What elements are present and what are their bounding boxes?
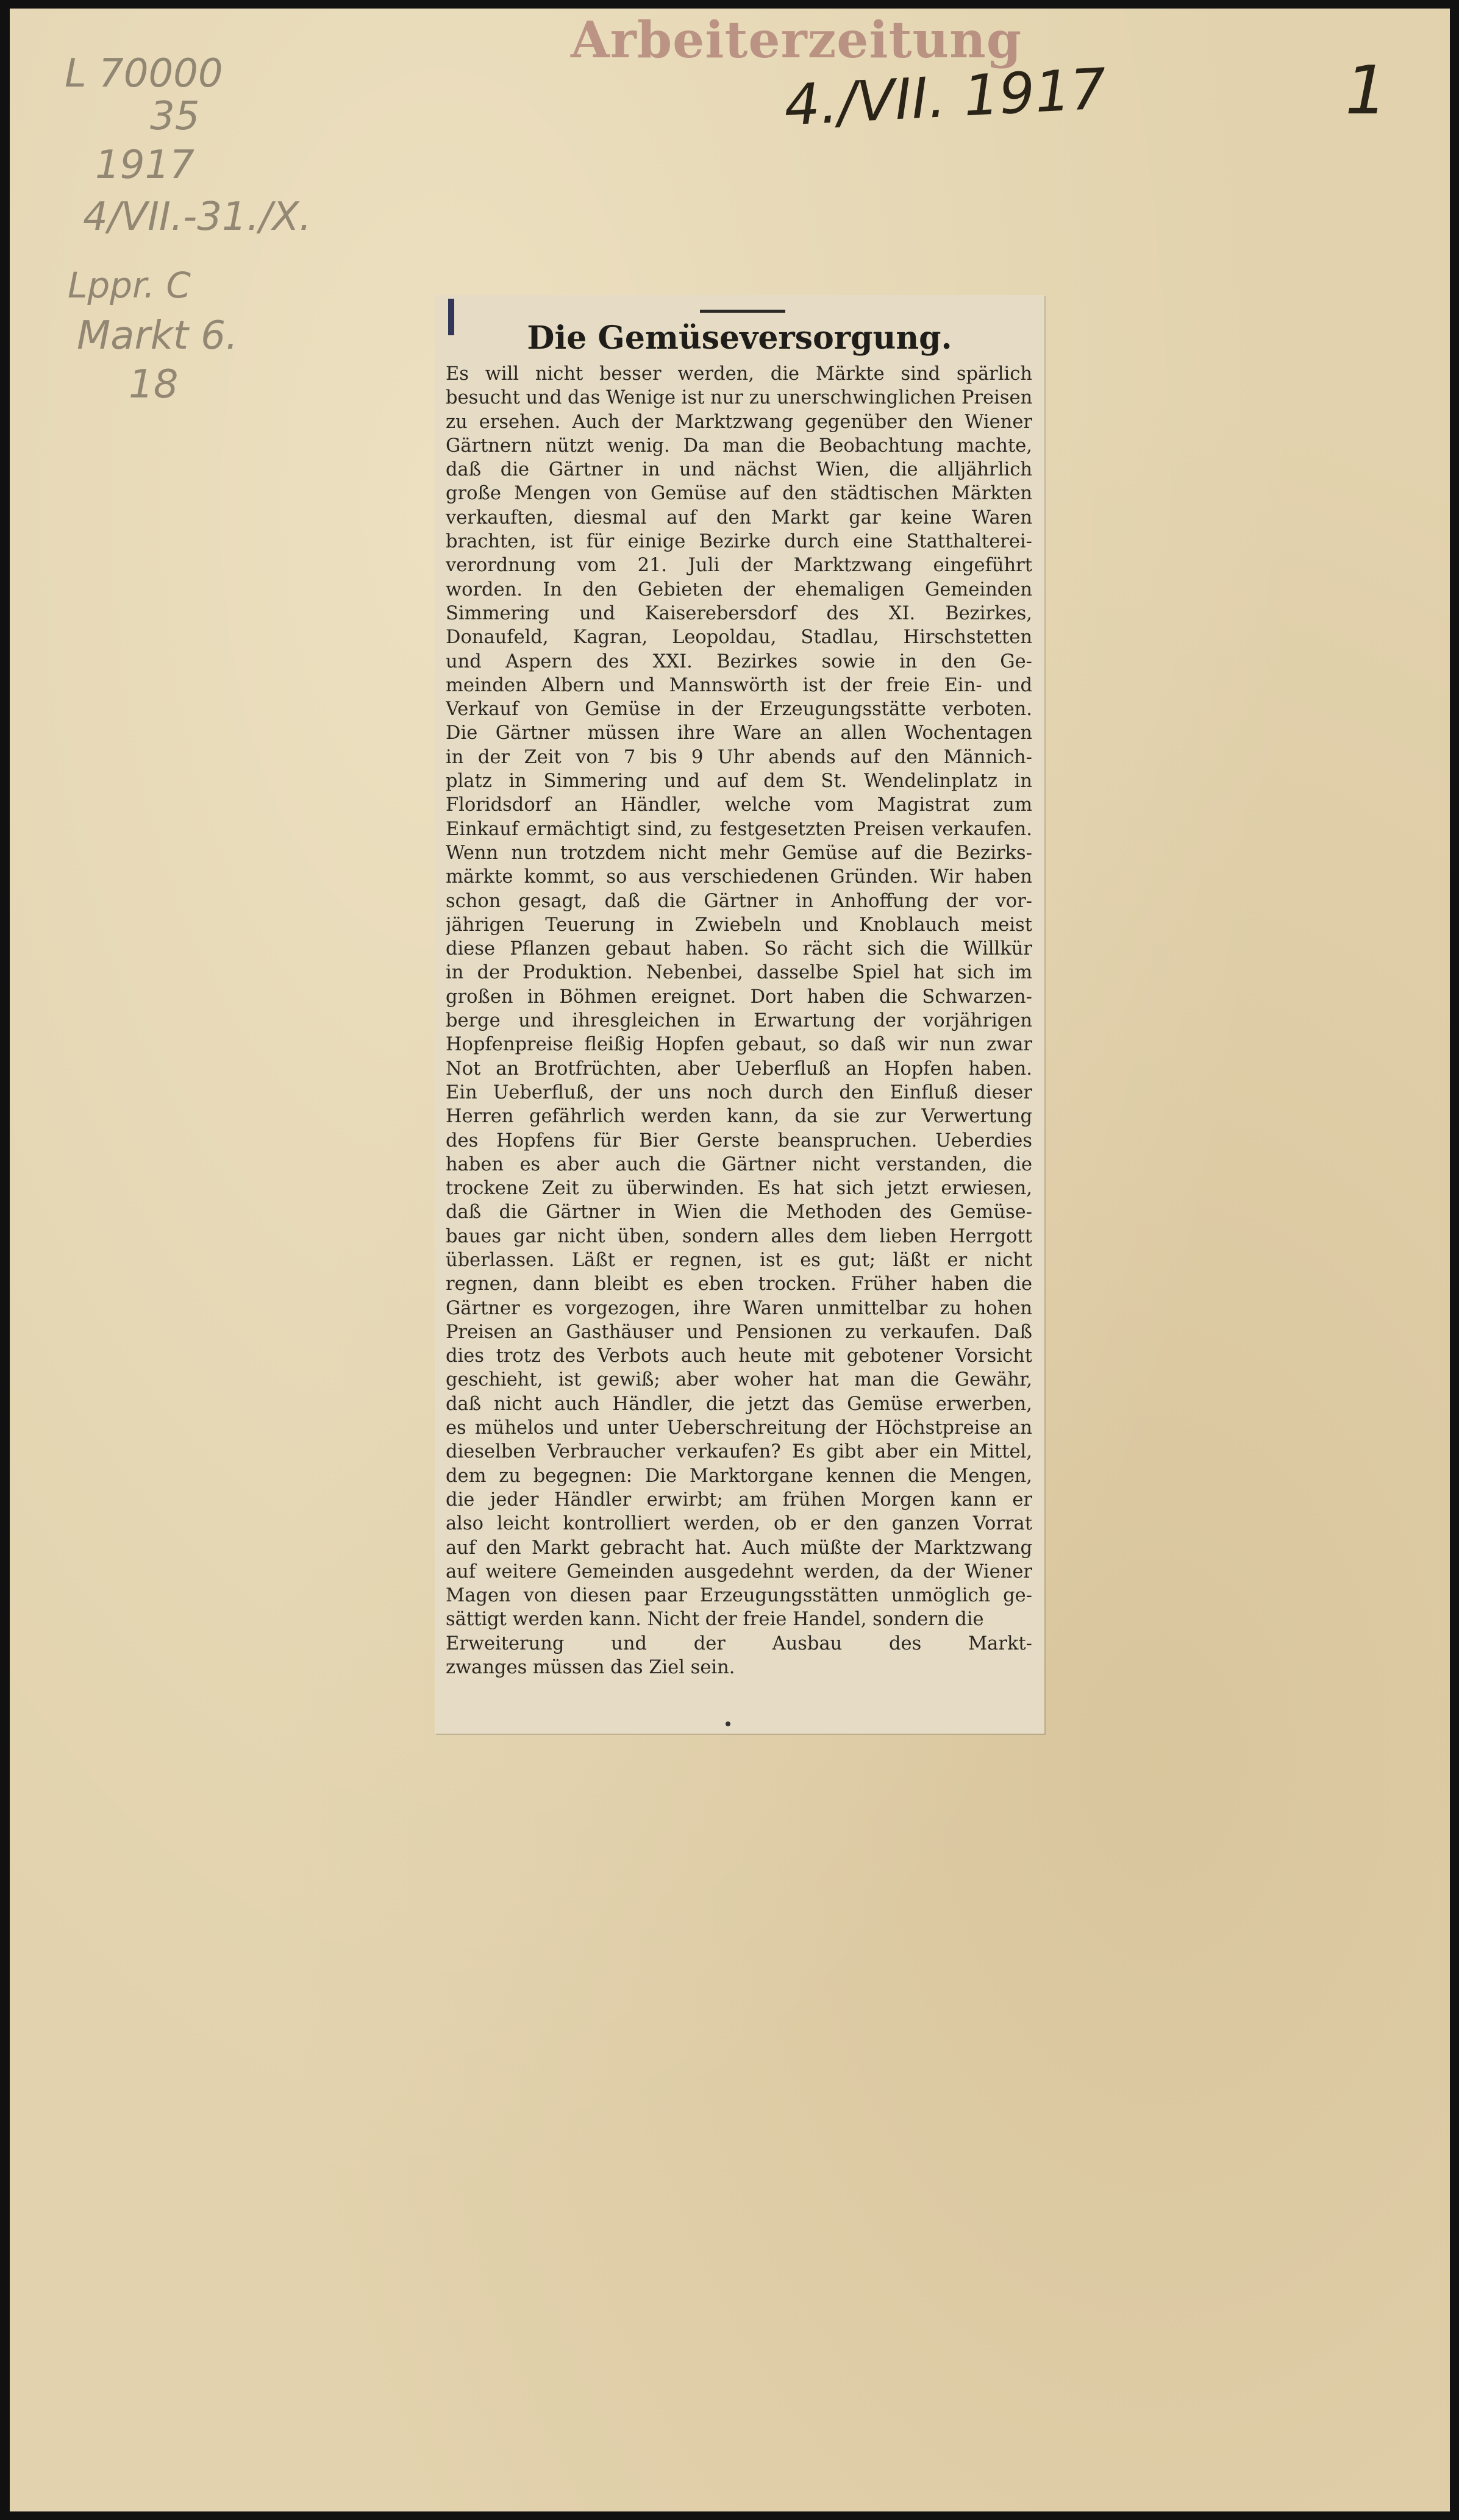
article-line: Herren gefährlich werden kann, da sie zur Verwertung [446, 1106, 1032, 1128]
pencil-note: 1917 [95, 143, 194, 188]
pencil-note: Lppr. C [68, 265, 191, 306]
article-line: jährigen Teuerung in Zwiebeln und Knoblauch meist [446, 914, 1032, 936]
article-line: schon gesagt, daß die Gärtner in Anhoffung der vor- [446, 890, 1032, 912]
article-line: Wenn nun trotzdem nicht mehr Gemüse auf die Bezirks- [446, 842, 1032, 864]
article-line: Preisen an Gasthäuser und Pensionen zu verkaufen. Daß [446, 1321, 1032, 1343]
article-line: überlassen. Läßt er regnen, ist es gut; läßt er nicht [446, 1249, 1032, 1271]
article-line: Hopfenpreise fleißig Hopfen gebaut, so daß wir nun zwar [446, 1034, 1032, 1056]
divider-rule [700, 310, 785, 313]
article-line: große Mengen von Gemüse auf den städtischen Märkten [446, 483, 1032, 505]
article-line: die jeder Händler erwirbt; am frühen Morgen kann er [446, 1489, 1032, 1511]
article-line: berge und ihresgleichen in Erwartung der vorjährigen [446, 1010, 1032, 1032]
article-headline: Die Gemüseversorgung. [527, 319, 952, 357]
article-line: brachten, ist für einige Bezirke durch eine Statthalterei- [446, 531, 1032, 553]
article-line: Die Gärtner müssen ihre Ware an allen Wochentagen [446, 722, 1032, 744]
article-line: haben es aber auch die Gärtner nicht verstanden, die [446, 1153, 1032, 1175]
article-line: meinden Albern und Mannswörth ist der freie Ein- und [446, 674, 1032, 696]
article-line: Gärtnern nützt wenig. Da man die Beobachtung machte, [446, 435, 1032, 457]
article-line: Es will nicht besser werden, die Märkte sind spärlich [446, 363, 1032, 385]
article-line: auf weitere Gemeinden ausgedehnt werden, da der Wiener [446, 1561, 1032, 1582]
article-line: Verkauf von Gemüse in der Erzeugungsstätte verboten. [446, 699, 1032, 721]
article-line: märkte kommt, so aus verschiedenen Gründen. Wir haben [446, 866, 1032, 888]
article-line: geschieht, ist gewiß; aber woher hat man die Gewähr, [446, 1369, 1032, 1391]
article-line: Einkauf ermächtigt sind, zu festgesetzten Preisen verkaufen. [446, 818, 1032, 840]
article-line: großen in Böhmen ereignet. Dort haben die Schwarzen- [446, 986, 1032, 1008]
article-line: daß nicht auch Händler, die jetzt das Gemüse erwerben, [446, 1393, 1032, 1415]
article-line: baues gar nicht üben, sondern alles dem lieben Herrgott [446, 1225, 1032, 1247]
article-line: verkauften, diesmal auf den Markt gar keine Waren [446, 507, 1032, 529]
article-line: des Hopfens für Bier Gerste beanspruchen. Ueberdies [446, 1130, 1032, 1151]
article-line: daß die Gärtner in Wien die Methoden des Gemüse- [446, 1201, 1032, 1223]
article-line: diese Pflanzen gebaut haben. So rächt sich die Willkür [446, 938, 1032, 960]
archive-sheet [10, 9, 1450, 2511]
article-line: es mühelos und unter Ueberschreitung der Höchstpreise an [446, 1417, 1032, 1439]
article-line: also leicht kontrolliert werden, ob er den ganzen Vorrat [446, 1513, 1032, 1535]
article-line: platz in Simmering und auf dem St. Wendelinplatz in [446, 771, 1032, 792]
newspaper-stamp: Arbeiterzeitung [571, 11, 1022, 69]
pencil-note: 18 [129, 362, 179, 407]
article-line: dieselben Verbraucher verkaufen? Es gibt aber ein Mittel, [446, 1441, 1032, 1463]
article-line: dies trotz des Verbots auch heute mit gebotener Vorsicht [446, 1345, 1032, 1367]
pencil-note: 4/VII.-31./X. [83, 194, 312, 240]
article-line: in der Produktion. Nebenbei, dasselbe Spiel hat sich im [446, 962, 1032, 984]
article-line: worden. In den Gebieten der ehemaligen Gemeinden [446, 578, 1032, 600]
article-line: Floridsdorf an Händler, welche vom Magistrat zum [446, 794, 1032, 816]
article-line: und Aspern des XXI. Bezirkes sowie in den Ge- [446, 650, 1032, 672]
article-body [446, 362, 1032, 1679]
article-line: regnen, dann bleibt es eben trocken. Früher haben die [446, 1273, 1032, 1295]
pencil-note: 35 [150, 94, 200, 139]
handwritten-date: 4./VII. 1917 [782, 56, 1108, 138]
pencil-note: Markt 6. [77, 313, 238, 358]
article-line: Ein Ueberfluß, der uns noch durch den Einfluß dieser [446, 1081, 1032, 1103]
article-line: Gärtner es vorgezogen, ihre Waren unmittelbar zu hohen [446, 1297, 1032, 1319]
article-line: verordnung vom 21. Juli der Marktzwang eingeführt [446, 555, 1032, 577]
article-line: zu ersehen. Auch der Marktzwang gegenüber den Wiener [446, 411, 1032, 433]
article-line: Simmering und Kaiserebersdorf des XI. Bezirkes, [446, 602, 1032, 624]
article-line: zwanges müssen das Ziel sein. [446, 1657, 735, 1679]
article-line: daß die Gärtner in und nächst Wien, die alljährlich [446, 459, 1032, 481]
article-line: Not an Brotfrüchten, aber Ueberfluß an Hopfen haben. [446, 1058, 1032, 1080]
article-line: in der Zeit von 7 bis 9 Uhr abends auf den Männich- [446, 746, 1032, 768]
article-line: besucht und das Wenige ist nur zu unerschwinglichen Preisen [446, 387, 1032, 409]
article-line: Donaufeld, Kagran, Leopoldau, Stadlau, Hirschstetten [446, 627, 1032, 649]
article-line: trockene Zeit zu überwinden. Es hat sich jetzt erwiesen, [446, 1178, 1032, 1200]
print-dot [726, 1721, 730, 1726]
article-line: sättigt werden kann. Nicht der freie Handel, sondern die [446, 1609, 984, 1631]
article-line: Erweiterung und der Ausbau des Markt- [446, 1632, 1032, 1654]
article-line: dem zu begegnen: Die Marktorgane kennen die Mengen, [446, 1465, 1032, 1487]
pencil-note: L 70000 [65, 51, 223, 96]
page-number: 1 [1345, 51, 1388, 129]
newspaper-clipping [435, 295, 1044, 1734]
article-line: auf den Markt gebracht hat. Auch müßte der Marktzwang [446, 1537, 1032, 1559]
article-line: Magen von diesen paar Erzeugungsstätten unmöglich ge- [446, 1585, 1032, 1607]
